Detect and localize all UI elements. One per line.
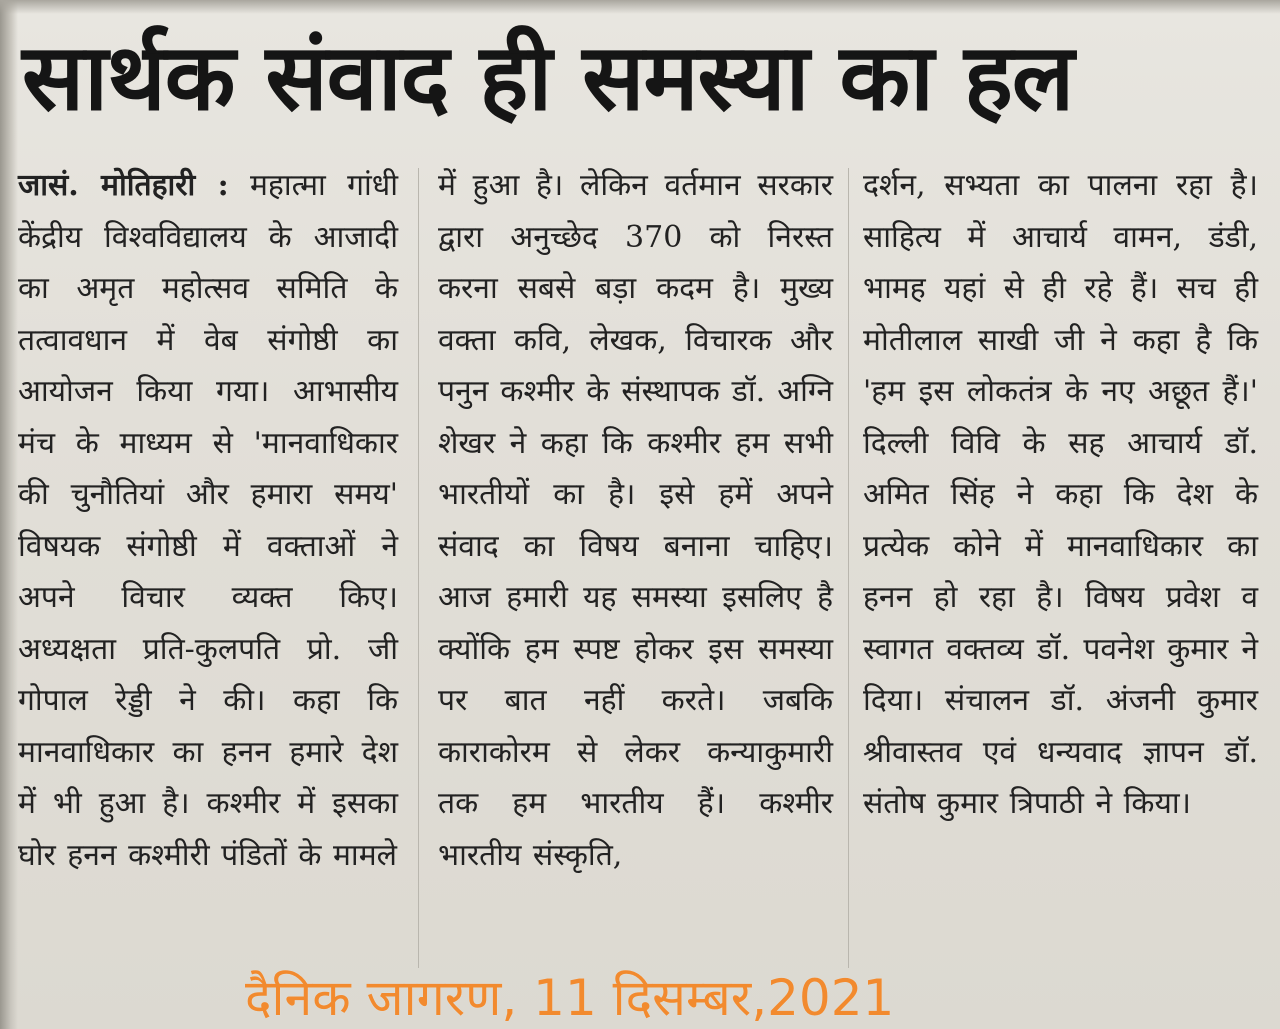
article-column-2 xyxy=(438,160,833,985)
page-shadow-top xyxy=(0,0,1280,14)
source-caption: दैनिक जागरण, 11 दिसम्बर,2021 xyxy=(245,969,895,1027)
column-3-text: दर्शन, सभ्यता का पालना रहा है। साहित्य में आचार्य वामन, डंडी, भामह यहां से ही रहे हैं। सच ही मोतीलाल साखी जी ने कहा है कि 'हम इस लोकतंत्र के नए अछूत हैं।' दिल्ली विवि के सह आचार्य डॉ. अमित सिंह ने कहा कि देश के प्रत्येक कोने में मानवाधिकार का हनन हो रहा है। विषय प्रवेश व स्वागत वक्तव्य डॉ. पवनेश कुमार ने दिया। संचालन डॉ. अंजनी कुमार श्रीवास्तव एवं धन्यवाद ज्ञापन डॉ. संतोष कुमार त्रिपाठी ने किया। xyxy=(863,168,1258,821)
article-column-3 xyxy=(863,160,1258,985)
column-2-text: में हुआ है। लेकिन वर्तमान सरकार द्वारा अनुच्छेद 370 को निरस्त करना सबसे बड़ा कदम है। मुख्य वक्ता कवि, लेखक, विचारक और पनुन कश्मीर के संस्थापक डॉ. अग्नि शेखर ने कहा कि कश्मीर हम सभी भारतीयों का है। इसे हमें अपने संवाद का विषय बनाना चाहिए। आज हमारी यह समस्या इसलिए है क्योंकि हम स्पष्ट होकर इस समस्या पर बात नहीं करते। जबकि काराकोरम से लेकर कन्याकुमारी तक हम भारतीय हैं। कश्मीर भारतीय संस्कृति, xyxy=(438,168,833,873)
dateline: जासं. मोतिहारी : xyxy=(18,168,229,203)
headline: सार्थक संवाद ही समस्या का हल xyxy=(22,24,1074,131)
article-column-1 xyxy=(18,160,398,985)
article-body xyxy=(18,160,1258,985)
page-shadow-left xyxy=(0,0,18,1029)
column-1-text: महात्मा गांधी केंद्रीय विश्वविद्यालय के आजादी का अमृत महोत्सव समिति के तत्वावधान में वेब संगोष्ठी का आयोजन किया गया। आभासीय मंच के माध्यम से 'मानवाधिकार की चुनौतियां और हमारा समय' विषयक संगोष्ठी में वक्ताओं ने अपने विचार व्यक्त किए। अध्यक्षता प्रति-कुलपति प्रो. जी गोपाल रेड्डी ने की। कहा कि मानवाधिकार का हनन हमारे देश में भी हुआ है। कश्मीर में इसका घोर हनन कश्मीरी पंडितों के मामले xyxy=(18,168,398,873)
